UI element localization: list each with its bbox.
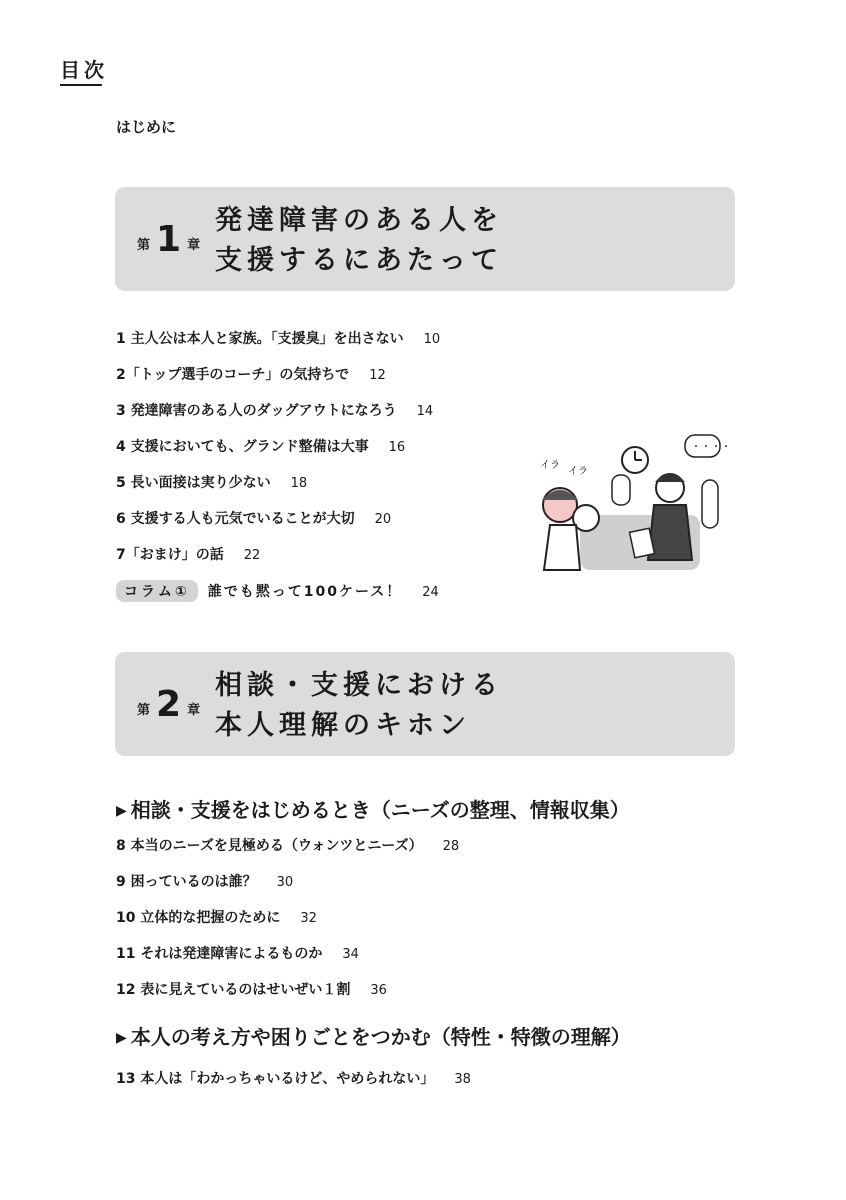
chapter-suffix: 章: [187, 703, 201, 718]
toc-item-page: 22: [243, 548, 261, 563]
toc-item-text: 2「トップ選手のコーチ」の気持ちで: [116, 367, 350, 383]
toc-item-page: 30: [276, 875, 294, 890]
toc-item-page: 14: [416, 404, 434, 419]
section-heading-text: 相談・支援をはじめるとき（ニーズの整理、情報収集）: [130, 798, 630, 822]
chapter-1-title: [215, 201, 503, 281]
toc-item[interactable]: [116, 436, 405, 456]
toc-item[interactable]: [116, 943, 359, 963]
sfx-text: イラ: [540, 460, 560, 471]
toc-item-page: 16: [388, 440, 406, 455]
chapter-2-label: [137, 684, 200, 725]
chapter-title-line: 相談・支援における: [215, 670, 503, 701]
toc-item[interactable]: [116, 871, 293, 891]
chapter-number: 1: [156, 219, 182, 260]
toc-item-text: 10 立体的な把握のために: [116, 910, 281, 926]
chapter-title-line: 本人理解のキホン: [215, 710, 471, 741]
toc-item-text: 3 発達障害のある人のダッグアウトになろう: [116, 403, 397, 419]
intro-item[interactable]: はじめに: [116, 118, 177, 136]
toc-item-page: 38: [454, 1072, 471, 1087]
sfx-text: イラ: [568, 466, 588, 477]
chapter-2-box: [115, 652, 735, 756]
toc-item-text: 誰でも黙って100ケース！: [207, 584, 403, 600]
toc-item[interactable]: [116, 364, 386, 384]
toc-item-text: 6 支援する人も元気でいることが大切: [116, 511, 355, 527]
toc-item-page: 32: [300, 911, 317, 926]
toc-item-text: 11 それは発達障害によるものか: [116, 946, 323, 962]
toc-item-page: 34: [342, 947, 359, 962]
svg-text:・・・・: ・・・・: [691, 442, 731, 453]
toc-item-page: 10: [423, 332, 441, 347]
toc-item[interactable]: [116, 544, 260, 564]
toc-item-page: 12: [369, 368, 386, 383]
toc-item[interactable]: [116, 508, 391, 528]
toc-item[interactable]: [116, 472, 307, 492]
document-icon: [630, 528, 655, 558]
toc-item-text: 5 長い面接は実り少ない: [116, 475, 271, 491]
toc-item-text: 8 本当のニーズを見極める（ウォンツとニーズ）: [116, 838, 423, 854]
section-heading: [116, 1021, 631, 1050]
chapter-title-line: 発達障害のある人を: [215, 205, 503, 236]
toc-item[interactable]: [116, 835, 459, 855]
chapter-1-label: [137, 219, 200, 260]
toc-item[interactable]: [116, 328, 440, 348]
toc-column-item[interactable]: [116, 580, 439, 602]
section-heading-text: 本人の考え方や困りごとをつかむ（特性・特徴の理解）: [130, 1025, 631, 1049]
chapter-prefix: 第: [137, 703, 151, 718]
page-title: 目次: [60, 58, 108, 82]
toc-item-page: 28: [442, 839, 460, 854]
toc-item-page: 24: [422, 585, 439, 600]
toc-item[interactable]: [116, 979, 387, 999]
title-underline: [60, 84, 102, 86]
toc-item[interactable]: [116, 907, 317, 927]
toc-item-text: 7「おまけ」の話: [116, 547, 224, 563]
speech-bubble-icon: [702, 480, 718, 528]
toc-item-text: 12 表に見えているのはせいぜい１割: [116, 982, 351, 998]
column-badge: コラム①: [116, 580, 198, 602]
toc-item-text: 1 主人公は本人と家族。「支援臭」を出さない: [116, 331, 404, 347]
chapter-suffix: 章: [187, 238, 201, 253]
toc-item-page: 36: [370, 983, 387, 998]
triangle-bullet-icon: ▶: [116, 1030, 127, 1046]
triangle-bullet-icon: ▶: [116, 803, 127, 819]
chapter-1-box: [115, 187, 735, 291]
chapter-number: 2: [156, 684, 182, 725]
section-heading: [116, 794, 630, 823]
toc-item-page: 20: [374, 512, 392, 527]
toc-item[interactable]: [116, 400, 433, 420]
chapter-prefix: 第: [137, 238, 151, 253]
toc-item-page: 18: [290, 476, 308, 491]
chapter-2-title: [215, 666, 503, 746]
counseling-illustration: [520, 430, 731, 590]
toc-item-text: 4 支援においても、グランド整備は大事: [116, 439, 369, 455]
chapter-title-line: 支援するにあたって: [215, 245, 503, 276]
toc-item[interactable]: [116, 1068, 471, 1088]
toc-item-text: 13 本人は「わかっちゃいるけど、やめられない」: [116, 1071, 435, 1087]
toc-item-text: 9 困っているのは誰？: [116, 874, 257, 890]
speech-bubble-icon: [612, 475, 630, 505]
